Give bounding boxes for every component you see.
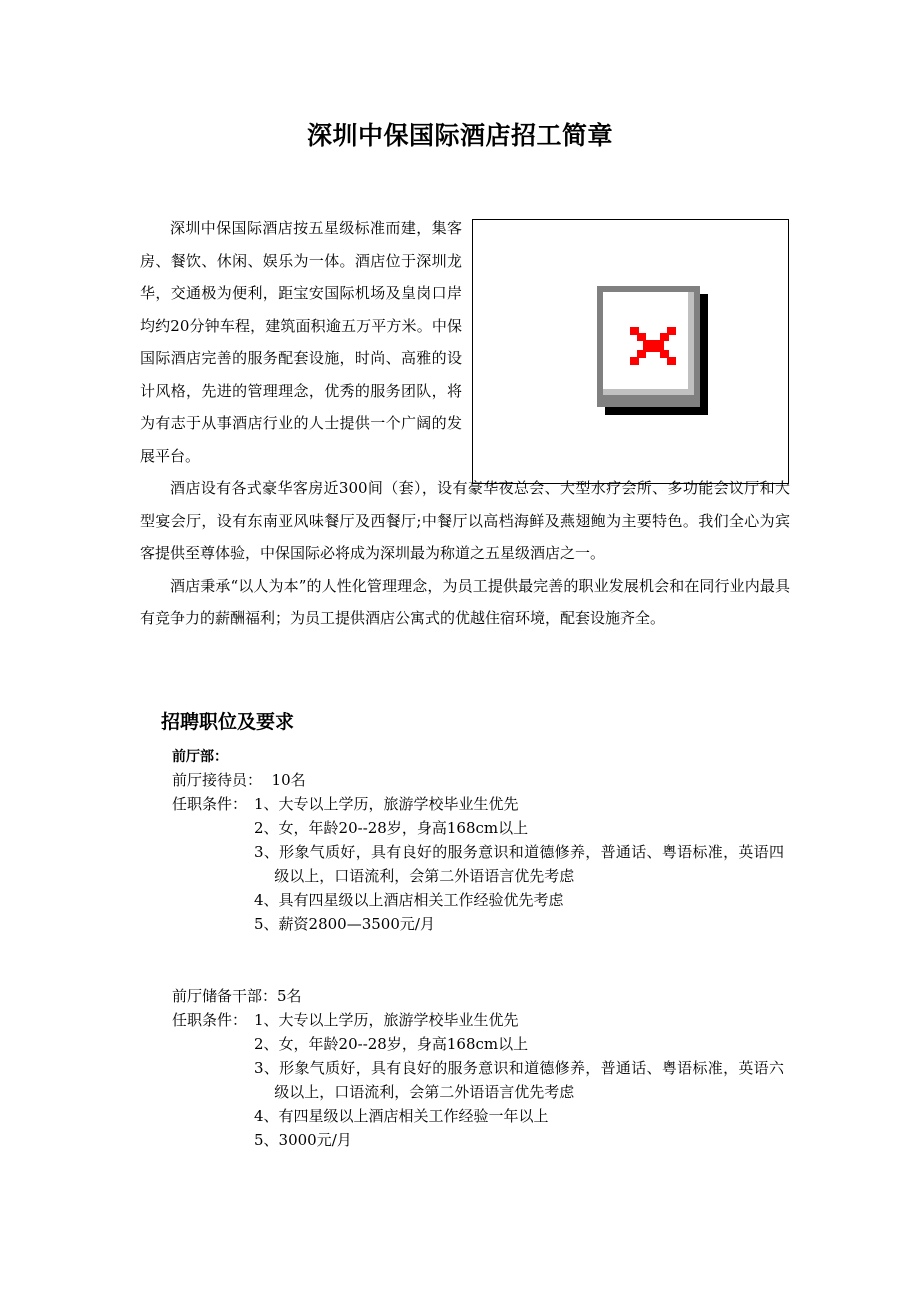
requirement-item: 3、形象气质好，具有良好的服务意识和道德修养，普通话、粤语标准，英语六级以上，口语流利，会第二外语语言优先考虑 <box>254 1059 784 1101</box>
requirement-item: 1、大专以上学历，旅游学校毕业生优先 <box>254 1011 519 1029</box>
position-title: 前厅储备干部：5名 <box>172 987 302 1005</box>
intro-paragraph-2: 酒店设有各式豪华客房近300间（套），设有豪华夜总会、大型水疗会所、多功能会议厅和大型宴会厅，设有东南亚风味餐厅及西餐厅;中餐厅以高档海鲜及燕翅鲍为主要特色。我们全心为宾客提供至尊体验，中保国际必将成为深圳最为称道之五星级酒店之一。 <box>140 479 790 562</box>
requirement-item: 4、有四星级以上酒店相关工作经验一年以上 <box>254 1107 549 1125</box>
position-block-1 <box>172 768 784 936</box>
requirement-item: 2、女，年龄20--28岁，身高168cm以上 <box>254 819 529 837</box>
image-placeholder <box>472 219 789 484</box>
intro-continued <box>140 472 790 635</box>
intro-paragraph-1 <box>140 212 462 472</box>
requirement-item: 5、薪资2800—3500元/月 <box>254 915 435 933</box>
position-block-2 <box>172 984 784 1152</box>
department-heading: 前厅部： <box>172 749 228 765</box>
requirement-item: 2、女，年龄20--28岁，身高168cm以上 <box>254 1035 529 1053</box>
document-title: 深圳中保国际酒店招工简章 <box>306 121 613 150</box>
position-title: 前厅接待员： 10名 <box>172 771 306 789</box>
requirement-item: 3、形象气质好，具有良好的服务意识和道德修养，普通话、粤语标准，英语四级以上，口语流利，会第二外语语言优先考虑 <box>254 843 784 885</box>
requirements-label: 任职条件： <box>172 1011 248 1029</box>
requirement-item: 5、3000元/月 <box>254 1131 352 1149</box>
section-title: 招聘职位及要求 <box>161 711 295 733</box>
broken-image-icon <box>597 286 708 415</box>
requirement-item: 4、具有四星级以上酒店相关工作经验优先考虑 <box>254 891 564 909</box>
requirement-item: 1、大专以上学历，旅游学校毕业生优先 <box>254 795 519 813</box>
intro-paragraph-3: 酒店秉承“以人为本”的人性化管理理念，为员工提供最完善的职业发展机会和在同行业内最具有竞争力的薪酬福利；为员工提供酒店公寓式的优越住宿环境，配套设施齐全。 <box>140 576 790 627</box>
intro-paragraph-1-text: 深圳中保国际酒店按五星级标准而建，集客房、餐饮、休闲、娱乐为一体。酒店位于深圳龙华，交通极为便利，距宝安国际机场及皇岗口岸均约20分钟车程，建筑面积逾五万平方米。中保国际酒店完善的服务配套设施，时尚、高雅的设计风格，先进的管理理念，优秀的服务团队，将为有志于从事酒店行业的人士提供一个广阔的发展平台。 <box>140 219 462 465</box>
requirements-label: 任职条件： <box>172 795 248 813</box>
